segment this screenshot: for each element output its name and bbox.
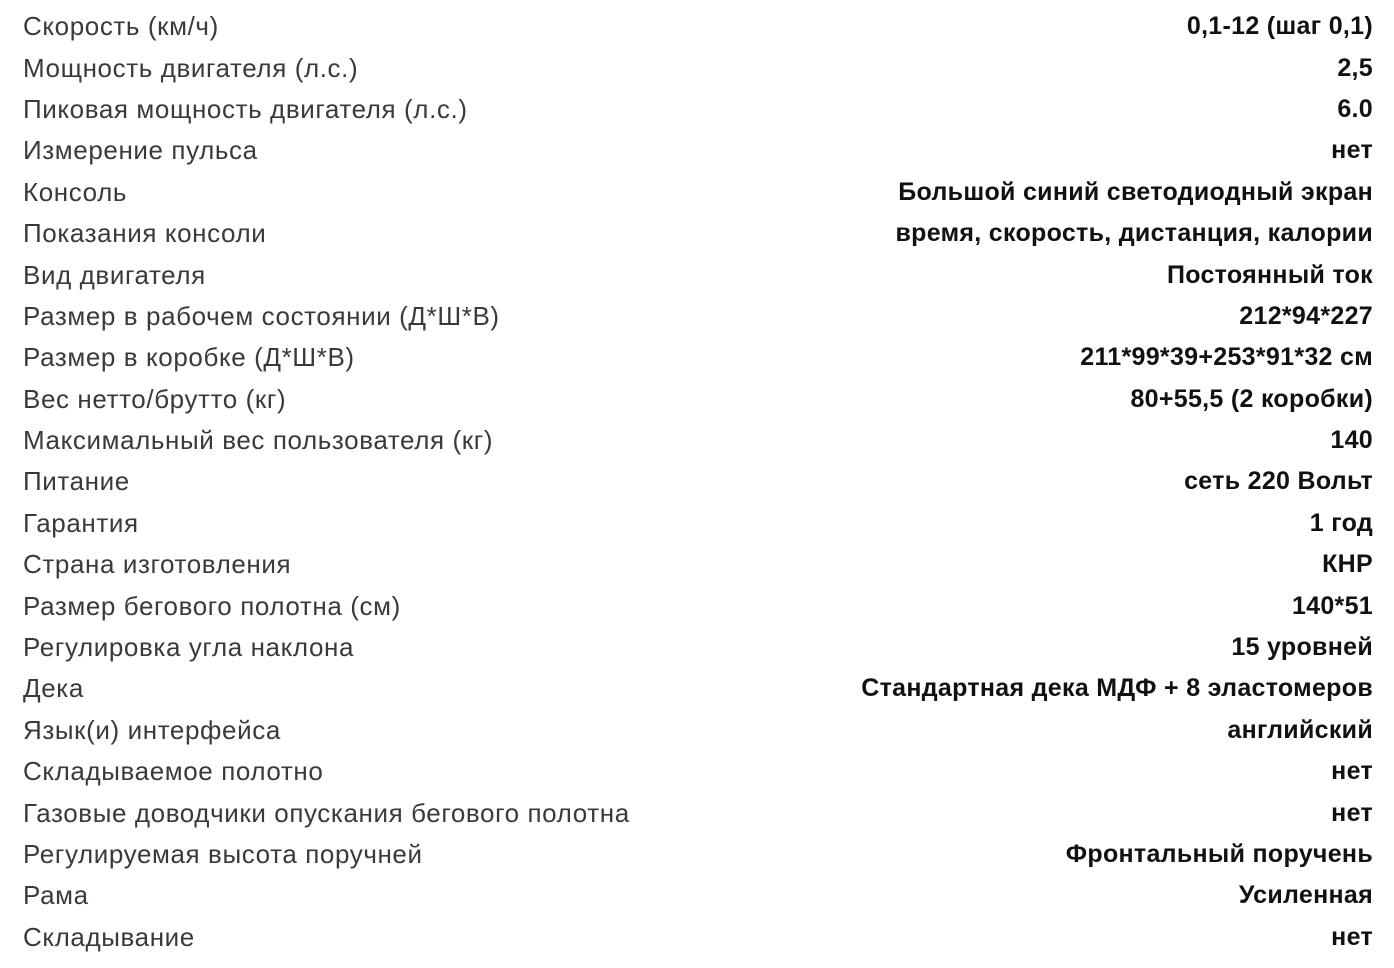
spec-value: сеть 220 Вольт xyxy=(1184,467,1373,496)
spec-row-working-size xyxy=(0,296,1394,337)
spec-label: Складывание xyxy=(23,921,195,952)
spec-row-folding xyxy=(0,917,1394,958)
spec-row-warranty xyxy=(0,503,1394,544)
spec-label: Размер бегового полотна (см) xyxy=(23,590,401,621)
spec-row-frame xyxy=(0,875,1394,916)
spec-label: Регулируемая высота поручней xyxy=(23,839,423,869)
spec-row-gas-struts xyxy=(0,792,1394,833)
spec-row-box-size xyxy=(0,337,1394,378)
spec-value: нет xyxy=(1331,922,1373,951)
spec-label: Размер в рабочем состоянии (Д*Ш*В) xyxy=(23,300,500,331)
spec-label: Гарантия xyxy=(23,507,139,538)
spec-label: Размер в коробке (Д*Ш*В) xyxy=(23,342,355,373)
spec-label: Дека xyxy=(23,673,84,704)
spec-row-console xyxy=(0,172,1394,213)
spec-value: 0,1-12 (шаг 0,1) xyxy=(1186,12,1373,41)
spec-row-console-readings xyxy=(0,213,1394,254)
spec-value: 140 xyxy=(1330,426,1373,455)
spec-label: Консоль xyxy=(23,176,128,207)
spec-value: время, скорость, дистанция, калории xyxy=(895,219,1373,248)
spec-label: Вид двигателя xyxy=(23,259,206,290)
spec-label: Пиковая мощность двигателя (л.с.) xyxy=(23,93,468,124)
spec-row-power-supply xyxy=(0,461,1394,502)
spec-value: Стандартная дека МДФ + 8 эластомеров xyxy=(861,674,1373,703)
spec-value: 212*94*227 xyxy=(1239,301,1373,330)
spec-row-country xyxy=(0,544,1394,585)
spec-row-weight xyxy=(0,379,1394,420)
spec-label: Скорость (км/ч) xyxy=(23,11,219,42)
spec-value: нет xyxy=(1331,136,1373,165)
spec-row-motor-type xyxy=(0,254,1394,295)
spec-label: Мощность двигателя (л.с.) xyxy=(23,52,359,83)
spec-label: Складываемое полотно xyxy=(23,756,324,787)
spec-label: Максимальный вес пользователя (кг) xyxy=(23,425,494,456)
spec-row-incline xyxy=(0,627,1394,668)
spec-row-max-user-weight xyxy=(0,420,1394,461)
spec-label: Язык(и) интерфейса xyxy=(23,714,281,745)
spec-value: 1 год xyxy=(1309,508,1373,537)
spec-row-interface-language xyxy=(0,710,1394,751)
spec-label: Страна изготовления xyxy=(23,549,292,580)
spec-row-peak-power xyxy=(0,89,1394,130)
spec-value: нет xyxy=(1331,757,1373,786)
spec-value: 80+55,5 (2 коробки) xyxy=(1130,384,1373,413)
spec-value: Фронтальный поручень xyxy=(1065,840,1373,868)
spec-row-motor-power xyxy=(0,47,1394,88)
spec-label: Питание xyxy=(23,466,130,497)
spec-label: Показания консоли xyxy=(23,218,267,249)
spec-value: нет xyxy=(1331,798,1373,827)
spec-row-folding-belt xyxy=(0,751,1394,792)
spec-value: 140*51 xyxy=(1291,591,1373,620)
spec-row-belt-size xyxy=(0,585,1394,626)
spec-value: Большой синий светодиодный экран xyxy=(898,177,1373,206)
spec-value: Усиленная xyxy=(1238,881,1373,910)
spec-value: 211*99*39+253*91*32 см xyxy=(1080,343,1373,372)
spec-value: 2,5 xyxy=(1337,53,1373,82)
spec-value: 15 уровней xyxy=(1231,633,1373,662)
spec-value: 6.0 xyxy=(1337,94,1373,123)
spec-label: Газовые доводчики опускания бегового полотна xyxy=(23,797,630,828)
spec-value: Постоянный ток xyxy=(1166,260,1373,289)
spec-row-pulse xyxy=(0,130,1394,171)
spec-label: Регулировка угла наклона xyxy=(23,632,355,663)
spec-value: КНР xyxy=(1322,550,1373,579)
spec-row-handrail-height xyxy=(0,834,1394,875)
spec-label: Измерение пульса xyxy=(23,135,258,166)
spec-label: Вес нетто/брутто (кг) xyxy=(23,383,287,414)
spec-row-deck xyxy=(0,668,1394,709)
spec-label: Рама xyxy=(23,880,89,911)
spec-row-speed xyxy=(0,6,1394,47)
spec-value: английский xyxy=(1227,715,1373,744)
